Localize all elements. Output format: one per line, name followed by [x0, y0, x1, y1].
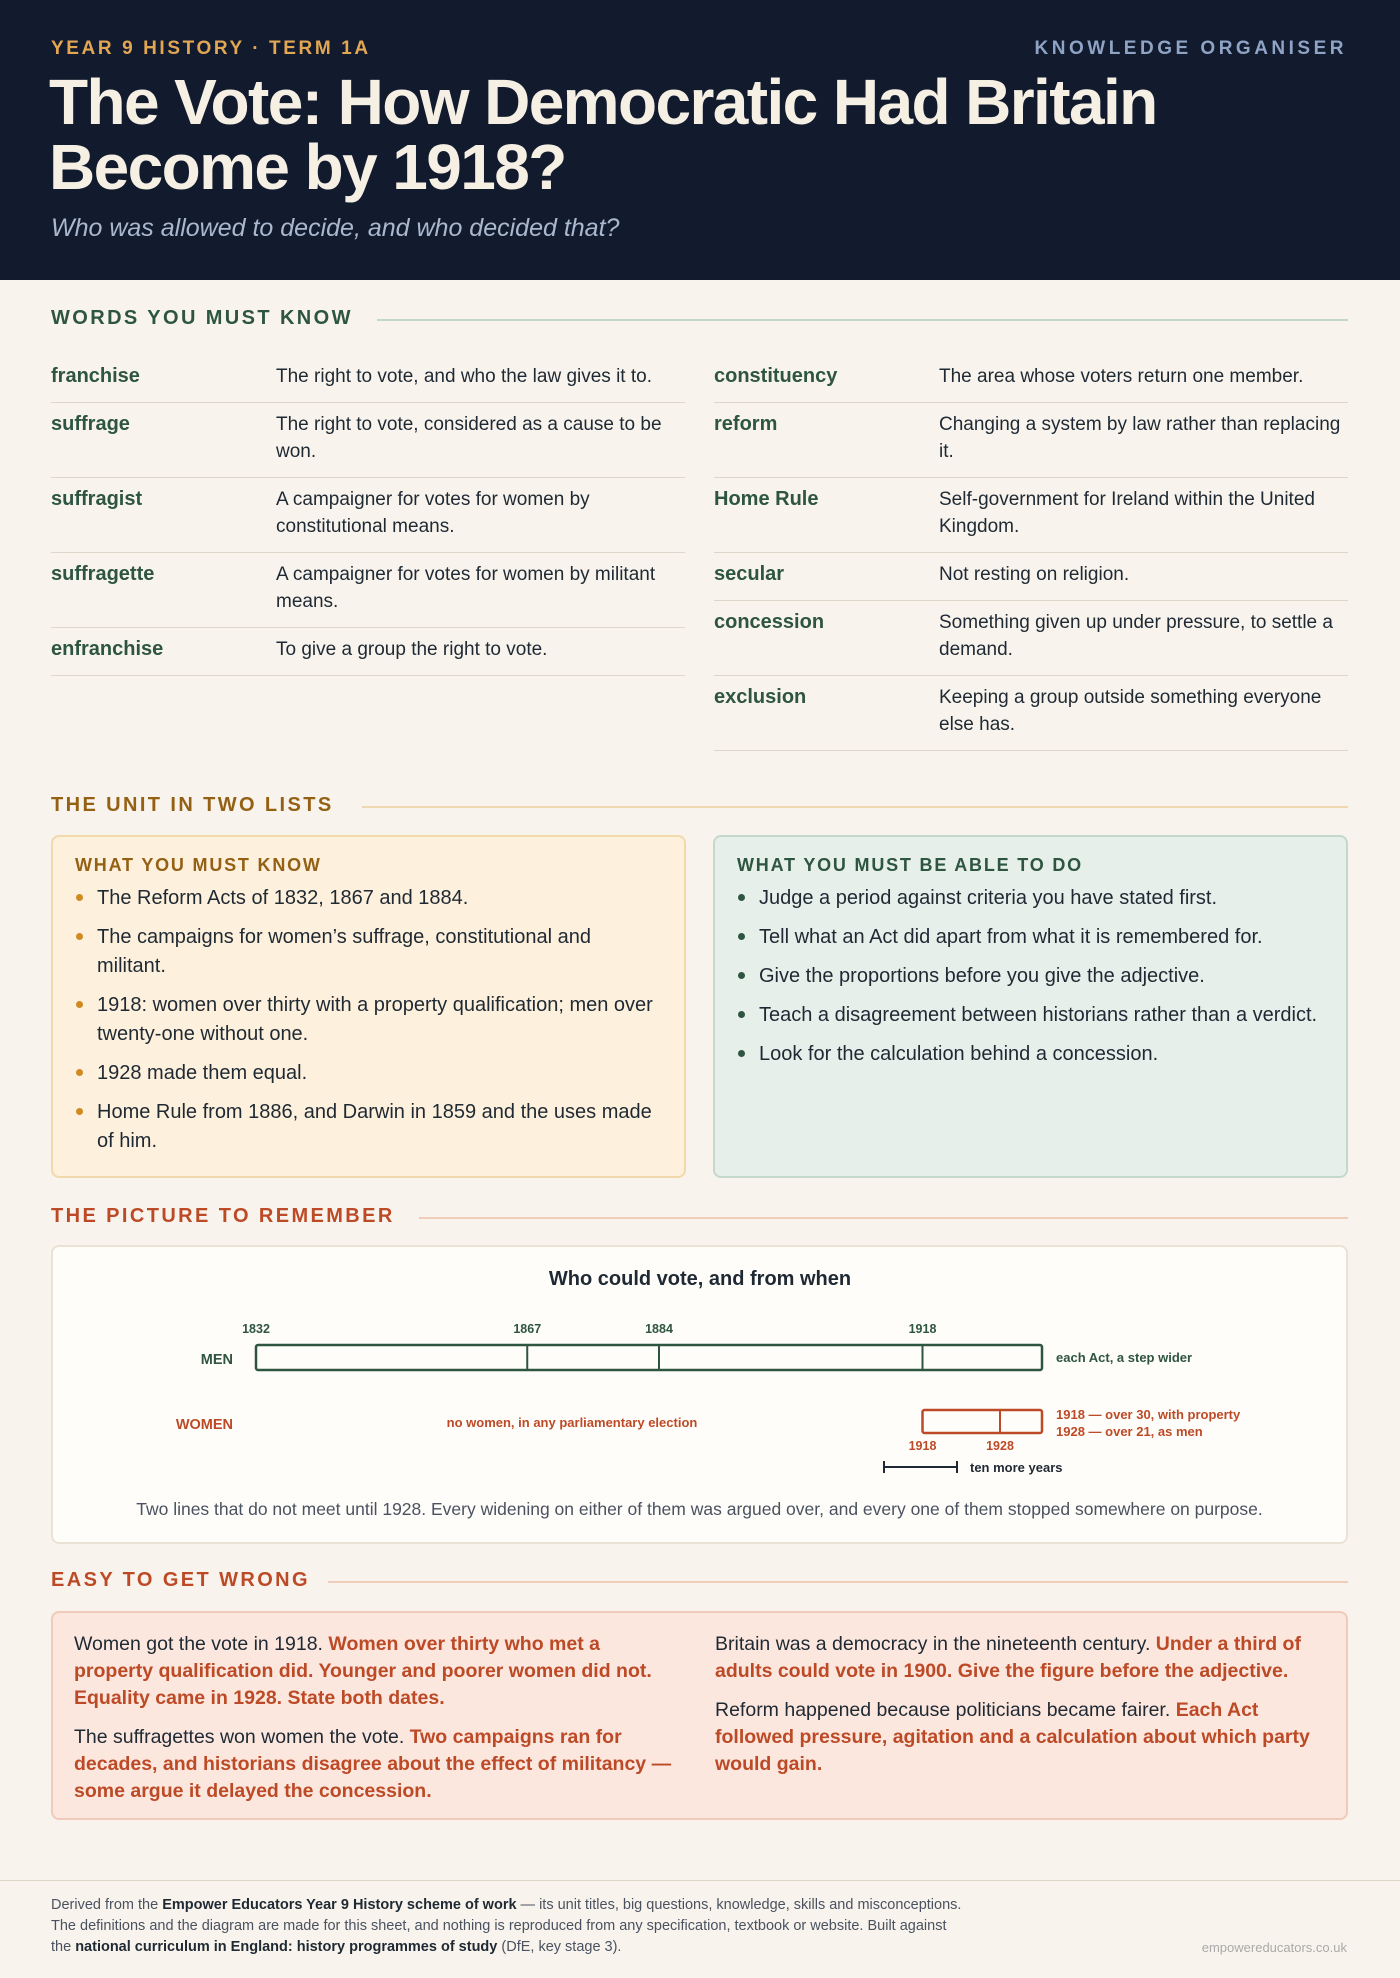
must-know-list	[75, 884, 662, 1156]
glossary-row	[51, 628, 685, 676]
misconception-correction: Each Act followed pressure, agitation and a calculation about which party would gain.	[715, 1699, 1310, 1775]
glossary-term: secular	[714, 563, 785, 585]
footer-text: (DfE, key stage 3).	[497, 1939, 622, 1955]
glossary-definition: Keeping a group outside something everyone else has.	[939, 687, 1322, 735]
footer-credits	[51, 1895, 1051, 1958]
list-item	[75, 991, 662, 1049]
glossary-definition: To give a group the right to vote.	[276, 639, 548, 660]
section-title: THE PICTURE TO REMEMBER	[51, 1205, 395, 1227]
glossary-term: franchise	[51, 365, 140, 387]
women-year-label: 1918	[908, 1439, 937, 1453]
document-type-label: KNOWLEDGE ORGANISER	[1034, 38, 1347, 59]
misconception-item	[715, 1631, 1325, 1685]
glossary-term: constituency	[714, 365, 838, 387]
glossary-row	[714, 676, 1348, 751]
list-item	[75, 1098, 662, 1156]
divider	[377, 319, 1348, 321]
men-year-label: 1832	[242, 1322, 270, 1336]
glossary-term: suffragist	[51, 488, 143, 510]
glossary-term: exclusion	[714, 686, 807, 708]
section-title: WORDS YOU MUST KNOW	[51, 307, 353, 329]
glossary-row	[51, 355, 685, 403]
must-know-box	[51, 835, 686, 1178]
misconception-claim: Women got the vote in 1918.	[74, 1633, 323, 1655]
men-bar	[256, 1345, 1042, 1370]
list-item-text: 1918: women over thirty with a property qualification; men over twenty-one without one.	[97, 994, 653, 1045]
glossary-definition: Self-government for Ireland within the United Kingdom.	[939, 489, 1315, 537]
divider	[419, 1217, 1348, 1219]
men-year-label: 1918	[908, 1322, 937, 1336]
men-year-label: 1867	[513, 1322, 542, 1336]
glossary-row	[714, 355, 1348, 403]
must-do-list	[737, 884, 1324, 1069]
glossary-definition: A campaigner for votes for women by militant means.	[276, 564, 656, 612]
women-no-vote-note: no women, in any parliamentary election	[446, 1415, 698, 1430]
glossary-row	[714, 403, 1348, 478]
glossary-left-column	[51, 355, 685, 676]
glossary-definition: The right to vote, and who the law gives it to.	[276, 366, 652, 387]
timeline-diagram-panel	[51, 1245, 1348, 1544]
glossary-row	[714, 553, 1348, 601]
list-item-text: Teach a disagreement between historians rather than a verdict.	[759, 1004, 1318, 1026]
glossary-definition: Not resting on religion.	[939, 564, 1130, 585]
misconception-claim: Britain was a democracy in the nineteenth century.	[715, 1633, 1151, 1655]
glossary-term: Home Rule	[714, 488, 819, 510]
men-year-label: 1884	[645, 1322, 673, 1336]
glossary-right-column	[714, 355, 1348, 751]
men-row-label: MEN	[200, 1352, 233, 1368]
list-item	[737, 1040, 1324, 1069]
unit-section-heading	[51, 794, 1348, 824]
glossary-definition: The area whose voters return one member.	[939, 366, 1304, 387]
chart-title: Who could vote, and from when	[548, 1268, 852, 1290]
footer-divider	[0, 1880, 1400, 1881]
must-do-box	[713, 835, 1348, 1178]
misconception-item	[74, 1724, 684, 1805]
misconception-item	[715, 1697, 1325, 1778]
scheme-of-work-name: Empower Educators Year 9 History scheme of work	[162, 1897, 517, 1913]
glossary-row	[51, 553, 685, 628]
men-note: each Act, a step wider	[1056, 1350, 1193, 1365]
list-item	[737, 1001, 1324, 1030]
picture-section-heading	[51, 1205, 1348, 1235]
list-item	[75, 923, 662, 981]
box-title: WHAT YOU MUST BE ABLE TO DO	[737, 855, 1083, 875]
women-note-1928: 1928 — over 21, as men	[1056, 1424, 1203, 1439]
section-title: EASY TO GET WRONG	[51, 1569, 310, 1591]
page-subtitle: Who was allowed to decide, and who decided that?	[51, 214, 620, 242]
bullet-icon	[76, 894, 83, 901]
glossary-section-heading	[51, 307, 1348, 337]
misconception-correction: Women over thirty who met a property qualification did. Younger and poorer women did not. Equality came in 1928. State both dates.	[74, 1633, 652, 1709]
misconceptions-left	[74, 1631, 684, 1817]
misconception-correction: Under a third of adults could vote in 1900. Give the figure before the adjective.	[715, 1633, 1301, 1682]
divider	[362, 806, 1348, 808]
page-header	[0, 0, 1400, 280]
glossary-term: reform	[714, 413, 778, 435]
footer-text: Derived from the	[51, 1897, 163, 1913]
bullet-icon	[76, 1108, 83, 1115]
bullet-icon	[738, 894, 745, 901]
divider	[328, 1581, 1348, 1583]
course-kicker: YEAR 9 HISTORY · TERM 1A	[51, 38, 371, 59]
glossary-definition: Something given up under pressure, to settle a demand.	[939, 612, 1333, 660]
women-year-label: 1928	[986, 1439, 1014, 1453]
bullet-icon	[738, 1011, 745, 1018]
timeline-diagram	[53, 1247, 1346, 1542]
list-item-text: The campaigns for women’s suffrage, constitutional and militant.	[97, 926, 591, 977]
list-item-text: Give the proportions before you give the adjective.	[759, 965, 1205, 987]
list-item	[737, 923, 1324, 952]
bullet-icon	[76, 933, 83, 940]
section-title: THE UNIT IN TWO LISTS	[51, 794, 334, 816]
glossary-term: suffragette	[51, 563, 155, 585]
bullet-icon	[76, 1001, 83, 1008]
list-item	[75, 884, 662, 913]
list-item-text: Home Rule from 1886, and Darwin in 1859 and the uses made of him.	[97, 1101, 652, 1152]
misconceptions-right	[715, 1631, 1325, 1790]
footer-line	[51, 1895, 1051, 1916]
list-item-text: The Reform Acts of 1832, 1867 and 1884.	[97, 887, 469, 909]
diagram-caption: Two lines that do not meet until 1928. Every widening on either of them was argued over, and every one of them stopped somewhere on purpose.	[136, 1499, 1263, 1519]
glossary-row	[51, 478, 685, 553]
misconceptions-section-heading	[51, 1569, 1348, 1599]
list-item	[737, 884, 1324, 913]
glossary-term: enfranchise	[51, 638, 164, 660]
misconception-correction: Two campaigns ran for decades, and historians disagree about the effect of militancy — some argue it delayed the concession.	[74, 1726, 672, 1802]
box-title: WHAT YOU MUST KNOW	[75, 855, 322, 875]
page-title: The Vote: How Democratic Had Britain Become by 1918?	[49, 66, 1157, 203]
misconception-claim: The suffragettes won women the vote.	[74, 1726, 405, 1748]
women-row-label: WOMEN	[175, 1417, 233, 1433]
list-item-text: 1928 made them equal.	[97, 1062, 308, 1084]
list-item-text: Judge a period against criteria you have stated first.	[759, 887, 1218, 909]
list-item-text: Tell what an Act did apart from what it is remembered for.	[759, 926, 1263, 948]
footer-line: The definitions and the diagram are made for this sheet, and nothing is reproduced from any specification, textbook or website. Built against	[51, 1918, 947, 1934]
women-bar	[923, 1410, 1043, 1433]
misconception-item	[74, 1631, 684, 1712]
bullet-icon	[738, 1050, 745, 1057]
glossary-row	[51, 403, 685, 478]
glossary-term: concession	[714, 611, 825, 633]
list-item-text: Look for the calculation behind a concession.	[759, 1043, 1159, 1065]
gap-label: ten more years	[970, 1460, 1063, 1475]
misconceptions-panel	[51, 1611, 1348, 1820]
footer-line	[51, 1937, 1051, 1958]
list-item	[737, 962, 1324, 991]
list-item	[75, 1059, 662, 1088]
glossary-definition: Changing a system by law rather than replacing it.	[939, 414, 1341, 462]
women-year-marks	[909, 1410, 1042, 1453]
footer-text: — its unit titles, big questions, knowledge, skills and misconceptions.	[516, 1897, 962, 1913]
glossary-row	[714, 601, 1348, 676]
glossary-term: suffrage	[51, 413, 130, 435]
footer-text: the	[51, 1939, 76, 1955]
women-note-1918: 1918 — over 30, with property	[1056, 1407, 1241, 1422]
site-url: empowereducators.co.uk	[1201, 1940, 1347, 1955]
misconception-claim: Reform happened because politicians became fairer.	[715, 1699, 1171, 1721]
bullet-icon	[738, 972, 745, 979]
glossary-row	[714, 478, 1348, 553]
bullet-icon	[738, 933, 745, 940]
glossary-definition: The right to vote, considered as a cause to be won.	[276, 414, 662, 462]
glossary-definition: A campaigner for votes for women by constitutional means.	[276, 489, 590, 537]
bullet-icon	[76, 1069, 83, 1076]
curriculum-name: national curriculum in England: history programmes of study	[75, 1939, 498, 1955]
